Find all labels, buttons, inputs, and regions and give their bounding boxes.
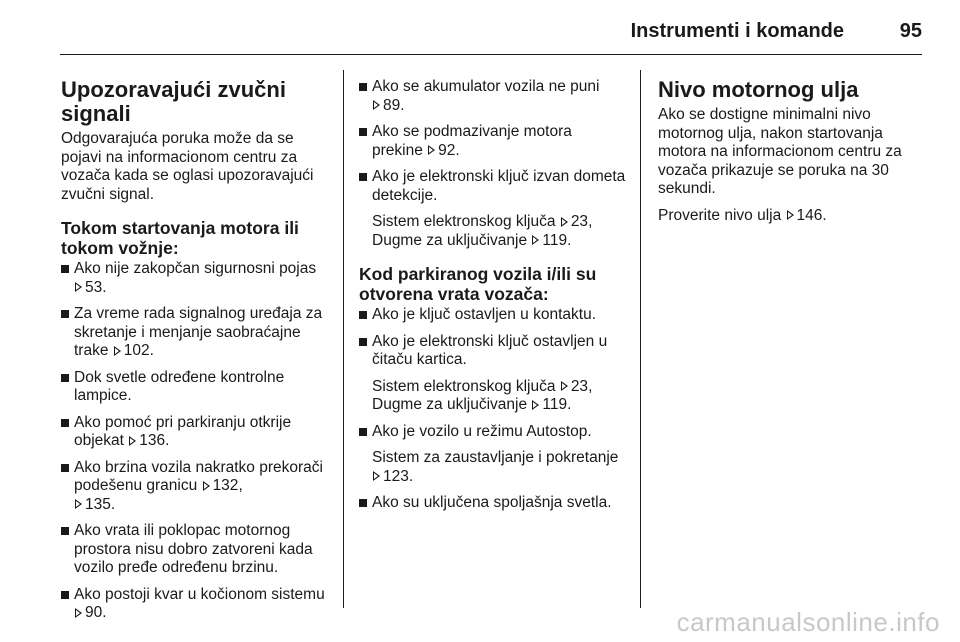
page-number: 95	[899, 20, 922, 42]
column-2	[359, 78, 627, 521]
list-item: Ako pomoć pri parkiranju otkrije objekat 136.	[61, 414, 329, 451]
list-item: Ako je elektronski ključ izvan dometa detekcije.	[359, 168, 627, 205]
page-ref[interactable]: 23	[570, 213, 589, 230]
page-ref-arrow-icon	[561, 381, 568, 391]
page-ref-arrow-icon	[373, 100, 380, 110]
warning-list	[61, 260, 329, 623]
page-ref-arrow-icon	[75, 282, 82, 292]
page-ref-arrow-icon	[203, 481, 210, 491]
page-ref-arrow-icon	[373, 471, 380, 481]
list-item: Dok svetle određene kontrolne lampice.	[61, 369, 329, 406]
page-ref-arrow-icon	[114, 346, 121, 356]
list-item: Za vreme rada signalnog uređaja za skretanje i menjanje saobraćajne trake 102.	[61, 305, 329, 361]
subsection-heading: Tokom startovanja motora ili tokom vožnje:	[61, 218, 299, 258]
page-ref[interactable]: 23	[570, 377, 589, 395]
section-heading: Nivo motornog ulja	[658, 77, 859, 102]
chapter-title: Instrumenti i komande	[630, 20, 844, 42]
page-ref[interactable]: 135	[85, 495, 111, 513]
warning-list	[359, 423, 627, 442]
page-ref[interactable]: 119	[542, 231, 568, 249]
page-ref[interactable]: 132	[212, 477, 239, 494]
cross-reference: Sistem elektronskog ključa 23, Dugme za uključivanje 119.	[372, 377, 593, 413]
list-item: Ako se akumulator vozila ne puni 89.	[359, 78, 627, 115]
page-header	[60, 14, 922, 55]
body-paragraph: Proverite nivo ulja 146.	[658, 206, 827, 224]
watermark: carmanualsonline.info	[676, 607, 940, 637]
column-1	[61, 78, 329, 631]
column-3	[658, 78, 920, 233]
page-ref-arrow-icon	[532, 235, 539, 245]
cross-reference: Sistem za zaustavljanje i pokretanje 123.	[372, 449, 619, 485]
cross-reference: Sistem elektronskog ključa 23, Dugme za uključivanje 119.	[372, 213, 593, 249]
page-ref-arrow-icon	[787, 210, 794, 220]
column-divider	[343, 70, 344, 608]
body-paragraph: Ako se dostigne minimalni nivo motornog ulja, nakon startovanja motora na informacionom centru za vozača prikazuje se poruka na 30 sekundi.	[658, 106, 902, 197]
page-ref[interactable]: 146	[796, 206, 823, 224]
list-item: Ako postoji kvar u kočionom sistemu 90.	[61, 586, 329, 623]
page-ref[interactable]: 89	[383, 96, 401, 114]
intro-paragraph: Odgovarajuća poruka može da se pojavi na informacionom centru za vozača kada se oglasi upozoravajući zvučni signal.	[61, 130, 314, 203]
list-item: Ako se podmazivanje motora prekine 92.	[359, 123, 627, 160]
subsection-heading: Kod parkiranog vozila i/ili su otvorena vrata vozača:	[359, 264, 597, 304]
list-item: Ako je vozilo u režimu Autostop.	[359, 423, 627, 442]
warning-list	[359, 306, 627, 370]
list-item: Ako vrata ili poklopac motornog prostora nisu dobro zatvoreni kada vozilo pređe određenu brzinu.	[61, 522, 329, 578]
page-ref[interactable]: 53	[85, 278, 103, 296]
page-ref-arrow-icon	[561, 217, 568, 227]
section-heading: Upozoravajući zvučni signali	[61, 77, 286, 126]
page-ref[interactable]: 102	[123, 342, 150, 359]
list-item: Ako brzina vozila nakratko prekorači podešenu granicu 132, 135.	[61, 459, 329, 515]
page-ref[interactable]: 92	[438, 141, 456, 159]
list-item: Ako su uključena spoljašnja svetla.	[359, 494, 627, 513]
page-ref-arrow-icon	[428, 145, 435, 155]
page-ref-arrow-icon	[129, 436, 136, 446]
page-ref[interactable]: 90	[85, 604, 103, 621]
list-item: Ako je elektronski ključ ostavljen u čitaču kartica.	[359, 333, 627, 370]
warning-list	[359, 78, 627, 205]
list-item: Ako je ključ ostavljen u kontaktu.	[359, 306, 627, 325]
page-ref-arrow-icon	[75, 499, 82, 509]
column-divider	[640, 70, 641, 608]
page-ref[interactable]: 136	[139, 432, 166, 449]
list-item: Ako nije zakopčan sigurnosni pojas 53.	[61, 260, 329, 297]
page-ref[interactable]: 123	[383, 467, 409, 485]
page-ref-arrow-icon	[75, 608, 82, 618]
warning-list	[359, 494, 627, 513]
page-ref[interactable]: 119	[542, 396, 568, 413]
page-ref-arrow-icon	[532, 400, 539, 410]
